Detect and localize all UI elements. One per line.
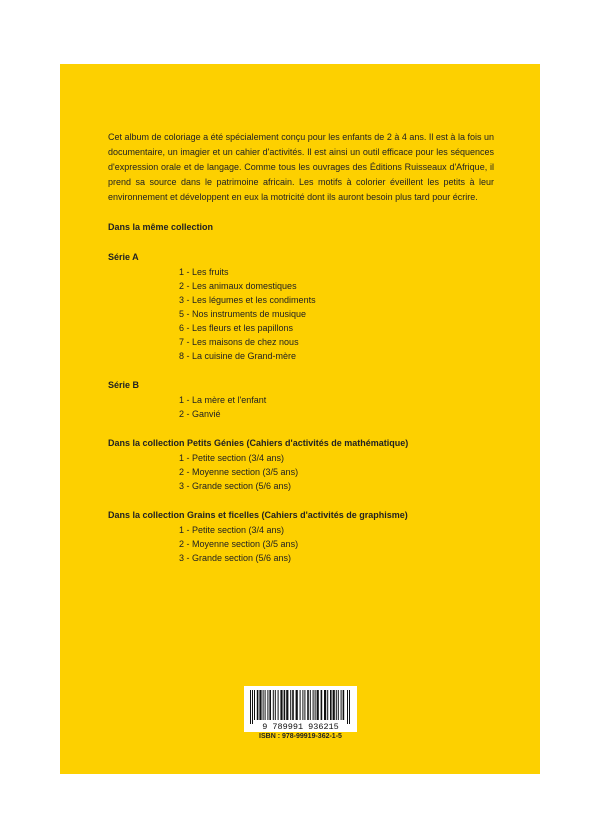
list-item: 3 - Grande section (5/6 ans): [179, 481, 292, 491]
barcode-bar: [273, 690, 274, 720]
barcode-graphic: [244, 686, 357, 732]
barcode-bar: [338, 690, 339, 720]
barcode-bar: [286, 690, 288, 720]
barcode-bar: [317, 690, 319, 720]
barcode-bar: [341, 690, 342, 720]
isbn-label: ISBN : 978-99919-362-1-5: [259, 733, 342, 740]
barcode-bar: [290, 690, 291, 720]
barcode-bar: [347, 690, 348, 724]
list-item: 2 - Moyenne section (3/5 ans): [179, 539, 299, 549]
series-a-title: Série A: [108, 252, 139, 262]
list-item: 2 - Les animaux domestiques: [179, 281, 297, 291]
list-item: 2 - Ganvié: [179, 409, 221, 419]
barcode-bar: [333, 690, 335, 720]
barcode-bar: [321, 690, 323, 720]
barcode-bar: [327, 690, 328, 720]
barcode-bar: [310, 690, 311, 720]
intro-paragraph: Cet album de coloriage a été spécialement conçu pour les enfants de 2 à 4 ans. Il est à la fois un documentaire, un imagier et un cahier d'activités. Il est ainsi un outil efficace pour les séquences d'expression orale et de langage. Comme tous les ouvrages des Éditions Ruisseaux d'Afrique, il prend sa source dans le patrimoine africain. Les motifs à colorier éveillent les petits à leur environnement et développent en eux la motricité dont ils auront besoin plus tard pour écrire.: [108, 132, 494, 202]
list-item: 8 - La cuisine de Grand-mère: [179, 351, 297, 361]
list-item: 5 - Nos instruments de musique: [179, 309, 307, 319]
barcode-bar: [292, 690, 294, 720]
barcode-bar: [330, 690, 332, 720]
barcode-digits: 9 789991 936215: [262, 722, 339, 732]
barcode-bar: [263, 690, 264, 720]
barcode-bar: [257, 690, 259, 720]
barcode-bar: [259, 690, 261, 720]
barcode-bar: [324, 690, 326, 720]
petits-genies-list: [108, 451, 494, 493]
barcode-bar: [280, 690, 282, 720]
barcode-bar: [304, 690, 305, 720]
list-item: 1 - Petite section (3/4 ans): [179, 525, 285, 535]
barcode-bar: [254, 690, 255, 720]
barcode-bar: [300, 690, 301, 720]
barcode-bar: [313, 690, 314, 720]
barcode-bar: [315, 690, 316, 720]
cover-content: [108, 130, 494, 565]
list-item: 2 - Moyenne section (3/5 ans): [179, 467, 299, 477]
list-item: 1 - La mère et l'enfant: [179, 395, 267, 405]
barcode-bar: [269, 690, 271, 720]
barcode-bar: [296, 690, 298, 720]
barcode-bar: [252, 690, 253, 724]
list-item: 7 - Les maisons de chez nous: [179, 337, 299, 347]
back-cover: [60, 64, 540, 774]
barcode-bar: [284, 690, 286, 720]
barcode-bar: [250, 690, 251, 724]
list-item: 1 - Les fruits: [179, 267, 229, 277]
list-item: 3 - Grande section (5/6 ans): [179, 553, 292, 563]
barcode-bar: [302, 690, 303, 720]
series-b-title: Série B: [108, 380, 140, 390]
barcode-bar: [278, 690, 279, 720]
barcode-bar: [275, 690, 276, 720]
barcode-bar: [343, 690, 345, 720]
series-b-list: [108, 393, 494, 421]
same-collection-heading: Dans la même collection: [108, 222, 214, 232]
grains-ficelles-title: Dans la collection Grains et ficelles (Cahiers d'activités de graphisme): [108, 510, 408, 520]
barcode-bar: [336, 690, 337, 720]
barcode: [244, 686, 357, 732]
list-item: 3 - Les légumes et les condiments: [179, 295, 316, 305]
series-a-list: [108, 265, 494, 363]
petits-genies-title: Dans la collection Petits Génies (Cahiers d'activités de mathématique): [108, 438, 409, 448]
grains-ficelles-list: [108, 523, 494, 565]
list-item: 6 - Les fleurs et les papillons: [179, 323, 294, 333]
barcode-bar: [267, 690, 268, 720]
barcode-bar: [349, 690, 350, 724]
barcode-bar: [307, 690, 309, 720]
barcode-bar: [265, 690, 266, 720]
list-item: 1 - Petite section (3/4 ans): [179, 453, 285, 463]
